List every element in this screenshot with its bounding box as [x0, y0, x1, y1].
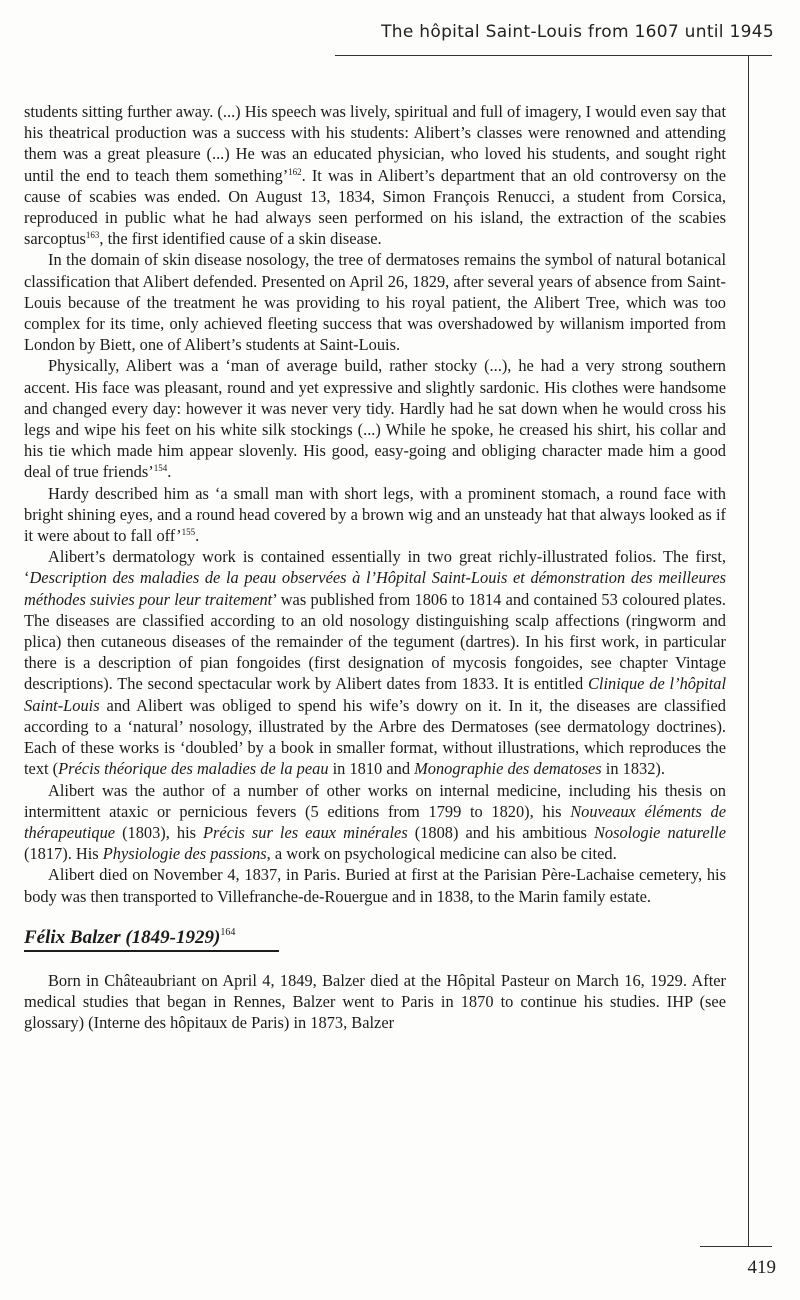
- section-paragraph-1: Born in Châteaubriant on April 4, 1849, Balzer died at the Hôpital Pasteur on March 16, 1929. After medical studies that began in Rennes, Balzer went to Paris in 1870 to continue his studies. IHP (see glossary) (Interne des hôpitaux de Paris) in 1873, Balzer: [24, 970, 726, 1033]
- paragraph-4: Hardy described him as ‘a small man with short legs, with a prominent stomach, a round face with bright shining eyes, and a round head covered by a brown wig and an unsteady hat that always looked as if it were about to fall off’$^{155}$.: [24, 483, 726, 546]
- footnote-ref: 154: [153, 463, 168, 474]
- footnote-ref: 155: [181, 527, 196, 538]
- margin-rule: [748, 56, 749, 1246]
- section-heading: Félix Balzer (1849-1929)$^{164}$: [24, 927, 279, 952]
- italic-title: Nouveaux éléments de thérapeutique: [24, 801, 726, 842]
- page-number: 419: [747, 1257, 776, 1278]
- italic-title: Monographie des dematoses: [414, 759, 602, 779]
- paragraph-6: Alibert was the author of a number of other works on internal medicine, including his thesis on intermittent ataxic or pernicious fevers (5 editions from 1799 to 1820), his Nouveaux éléments de thérapeutique (1803), his Précis sur les eaux minérales (1808) and his ambitious Nosologie naturelle (1817). His Physiologie des passions, a work on psychological medicine can also be cited.: [24, 780, 727, 864]
- paragraph-5: Alibert’s dermatology work is contained essentially in two great richly-illustrated folios. The first, ‘Description des maladies de la peau observées à l’Hôpital Saint-Louis et démonstration des meilleures méthodes suivies pour leur traitement’ was published from 1806 to 1814 and contained 53 coloured plates. The diseases are classified according to an old nosology distinguishing scalp affections (ringworm and plica) then cutaneous diseases of the remainder of the tegument (dartres). In his first work, in particular there is a description of pian fongoides (first designation of mycosis fongoides, see chapter Vintage descriptions). The second spectacular work by Alibert dates from 1833. It is entitled Clinique de l’hôpital Saint-Louis and Alibert was obliged to spend his wife’s dowry on it. In it, the diseases are classified according to a ‘natural’ nosology, illustrated by the Arbre des Dermatoses (see dermatology doctrines). Each of these works is ‘doubled’ by a book in smaller format, without illustrations, which reproduces the text (Précis théorique des maladies de la peau in 1810 and Monographie des dematoses in 1832).: [24, 547, 727, 779]
- footnote-ref: 164: [220, 926, 236, 938]
- italic-title: Précis théorique des maladies de la peau: [58, 759, 329, 779]
- footnote-ref: 162: [288, 166, 302, 177]
- italic-title: Clinique de l’hôpital Saint-Louis: [24, 674, 727, 715]
- paragraph-3: Physically, Alibert was a ‘man of average build, rather stocky (...), he had a very strong southern accent. His face was pleasant, round and yet expressive and slightly sardonic. His clothes were handsome and changed every day: however it was never very tidy. Hardly had he sat down when he would cross his legs and wipe his feet on his white silk stockings (...) While he spoke, he creased his shirt, his collar and his tie which made him appear slovenly. His good, easy-going and obliging character made him a good deal of true friends’$^{154}$.: [24, 356, 726, 482]
- header-rule: [335, 55, 772, 56]
- footer-rule: [700, 1246, 772, 1247]
- italic-title: Précis sur les eaux minérales: [203, 822, 408, 842]
- paragraph-2: In the domain of skin disease nosology, the tree of dermatoses remains the symbol of natural botanical classification that Alibert defended. Presented on April 26, 1829, after several years of absence from Saint-Louis because of the treatment he was providing to his royal patient, the Alibert Tree, which was too complex for its time, only achieved fleeting success that was overshadowed by willanism imported from London by Biett, one of Alibert’s students at Saint-Louis.: [24, 250, 726, 355]
- running-title: The hôpital Saint-Louis from 1607 until 1945: [381, 22, 774, 42]
- footnote-ref: 163: [85, 230, 100, 241]
- italic-title: Nosologie naturelle: [593, 822, 727, 842]
- paragraph-7: Alibert died on November 4, 1837, in Paris. Buried at first at the Parisian Père-Lachaise cemetery, his body was then transported to Villefranche-de-Rouergue and in 1838, to the Marin family estate.: [24, 865, 726, 906]
- paragraph-1: students sitting further away. (...) His speech was lively, spiritual and full of imagery, I would even say that his theatrical production was a success with his students: Alibert’s classes were renowned and attending them was a great pleasure (...) He was an educated physician, who loved his students, and sought right until the end to teach them something’$^{162}$. It was in Alibert’s department that an old controversy on the cause of scabies was ended. On August 13, 1834, Simon François Renucci, a student from Corsica, reproduced in public what he had always seen performed on his island, the extraction of the scabies sarcoptus$^{163}$, the first identified cause of a skin disease.: [24, 102, 726, 249]
- italic-title: Description des maladies de la peau observées à l’Hôpital Saint-Louis et démonstration des meilleures méthodes suivies pour leur traitement: [24, 568, 726, 609]
- main-text-column: [24, 101, 726, 1034]
- italic-title: Physiologie des passions: [102, 844, 267, 864]
